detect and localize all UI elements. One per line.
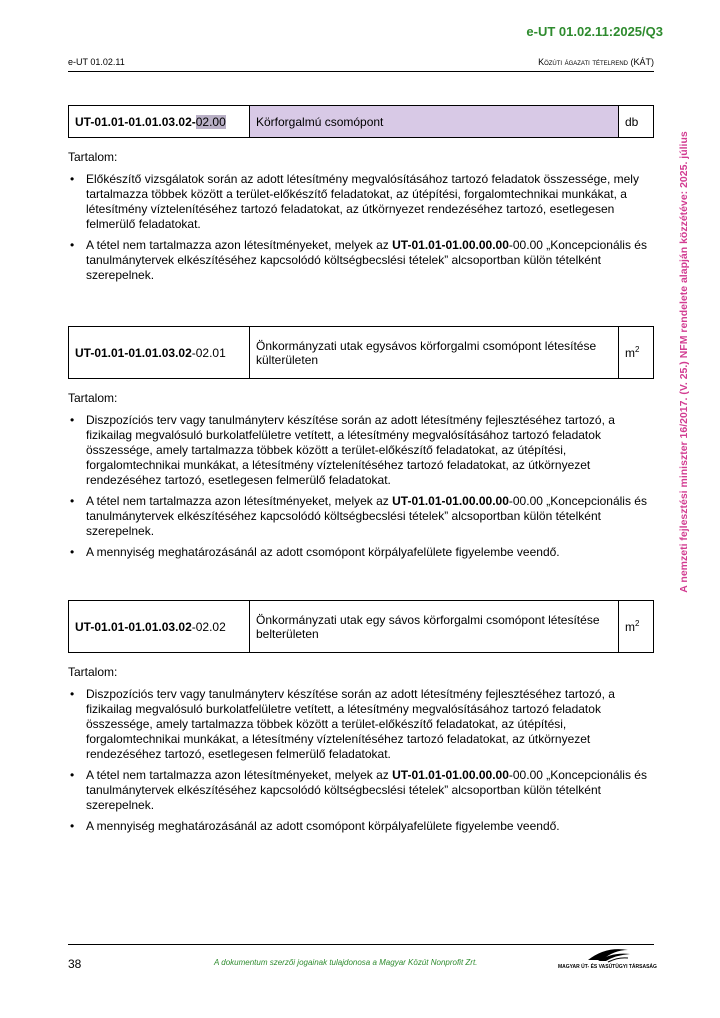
society-logo: [558, 944, 657, 970]
item-code-bold: UT-01.01-01.01.03.02: [75, 619, 192, 634]
bullet-list: [68, 172, 654, 283]
item-table-3: [68, 600, 654, 653]
item-section-3: [68, 600, 654, 840]
list-item-exclusion: [68, 768, 654, 813]
item-name-3: Önkormányzati utak egy sávos körforgalmi csomópont létesítése belterületen: [250, 601, 619, 653]
tartalom-label: Tartalom:: [68, 150, 118, 164]
tartalom-label: Tartalom:: [68, 391, 118, 405]
list-item-exclusion: [68, 238, 654, 283]
header-left: e-UT 01.02.11: [68, 57, 125, 67]
item-unit-3: [619, 601, 654, 653]
item-unit-1: db: [619, 106, 654, 138]
list-item: • Diszpozíciós terv vagy tanulmányterv készítése során az adott létesítmény fejlesztéséhez tartozó, a fizikailag megvalósuló burkolatfelületre vetített, a létesítmény megvalósításához tartozó feladatok összessége, amely tartalmazza többek között a terület-előkészítő feladatokat, az útépítési, forgalomtechnikai munkákat, a létesítmény víztelenítéséhez tartozó feladatokat, az útkörnyezet rendezéséhez tartozó, esetlegesen felmerülő feladatokat.: [68, 413, 654, 488]
list-item-quantity: • A mennyiség meghatározásánál az adott csomópont körpályafelülete figyelembe veendő.: [68, 545, 654, 560]
item-code-3: [69, 601, 250, 653]
item-table-1: [68, 105, 654, 138]
unit-sup: 2: [635, 619, 640, 628]
list-item: • Előkészítő vizsgálatok során az adott létesítmény megvalósításához tartozó feladatok összessége, mely tartalmazza többek között a terület-előkészítő feladatokat, az útépítési, forgalomtechnikai munkákat, a létesítmény víztelenítéséhez tartozó feladatokat, az útkörnyezet rendezéséhez tartozó, esetlegesen felmerülő feladatokat.: [68, 172, 654, 232]
bullet-list: [68, 413, 654, 560]
excl-pre: A tétel nem tartalmazza azon létesítményeket, melyek az: [86, 238, 393, 252]
item-name-1: Körforgalmú csomópont: [250, 106, 619, 138]
item-section-2: [68, 326, 654, 566]
item-table-2: [68, 326, 654, 379]
side-note: [674, 95, 694, 630]
item-unit-2: [619, 327, 654, 379]
copyright-note: A dokumentum szerzői jogainak tulajdonosa a Magyar Közút Nonprofit Zrt.: [214, 958, 478, 967]
running-header: [68, 57, 654, 71]
excl-post: „Koncepcionális és tanulmánytervek elkészítéséhez kapcsolódó költségbecslési tételek” alcsoportban külön tételként szerepelnek.: [86, 768, 647, 812]
item-code-bold: UT-01.01-01.01.03.02-: [75, 114, 196, 129]
excl-code-tail: -00.00: [508, 768, 543, 782]
unit-sup: 2: [635, 345, 640, 354]
item-code-2: [69, 327, 250, 379]
unit-base: m: [625, 620, 635, 634]
item-code-suffix: -02.01: [191, 345, 226, 360]
excl-code-tail: -00.00: [508, 494, 543, 508]
bullet-list: [68, 687, 654, 834]
list-item: • Diszpozíciós terv vagy tanulmányterv készítése során az adott létesítmény fejlesztéséhez tartozó, a fizikailag megvalósuló burkolatfelületre vetített, a létesítmény megvalósításához tartozó feladatok összessége, amely tartalmazza többek között a terület-előkészítő feladatokat, az útépítési, forgalomtechnikai munkákat, a létesítmény víztelenítéséhez tartozó feladatokat, az útkörnyezet rendezéséhez tartozó, esetlegesen felmerülő feladatokat.: [68, 687, 654, 762]
item-code-bold: UT-01.01-01.01.03.02: [75, 345, 192, 360]
item-section-1: [68, 105, 654, 289]
excl-pre: A tétel nem tartalmazza azon létesítményeket, melyek az: [86, 768, 393, 782]
header-divider: [68, 71, 654, 72]
header-right: Közúti ágazati tételrend (KÁT): [538, 57, 654, 67]
society-logo-mark-icon: [558, 944, 654, 964]
unit-base: m: [625, 346, 635, 360]
side-note-text: A nemzeti fejlesztési miniszter 16/2017. (V. 25.) NFM rendelete alapján közzétéve: 2025. július: [678, 131, 690, 593]
excl-code: UT-01.01-01.00.00.00: [392, 238, 509, 252]
document-code: e-UT 01.02.11:2025/Q3: [526, 24, 663, 39]
item-code-1: [69, 106, 250, 138]
excl-code: UT-01.01-01.00.00.00: [392, 768, 509, 782]
excl-post: „Koncepcionális és tanulmánytervek elkészítéséhez kapcsolódó költségbecslési tételek” alcsoportban külön tételként szerepelnek.: [86, 238, 647, 282]
page-number: 38: [68, 957, 82, 971]
item-code-suffix: 02.00: [195, 114, 226, 129]
list-item-quantity: • A mennyiség meghatározásánál az adott csomópont körpályafelülete figyelembe veendő.: [68, 819, 654, 834]
logo-text: MAGYAR ÚT- ÉS VASÚTÜGYI TÁRSASÁG: [558, 964, 657, 970]
excl-pre: A tétel nem tartalmazza azon létesítményeket, melyek az: [86, 494, 393, 508]
excl-post: „Koncepcionális és tanulmánytervek elkészítéséhez kapcsolódó költségbecslési tételek” alcsoportban külön tételként szerepelnek.: [86, 494, 647, 538]
item-code-suffix: -02.02: [191, 619, 226, 634]
item-name-2: Önkormányzati utak egysávos körforgalmi csomópont létesítése külterületen: [250, 327, 619, 379]
excl-code-tail: -00.00: [508, 238, 543, 252]
list-item-exclusion: [68, 494, 654, 539]
excl-code: UT-01.01-01.00.00.00: [392, 494, 509, 508]
tartalom-label: Tartalom:: [68, 665, 118, 679]
